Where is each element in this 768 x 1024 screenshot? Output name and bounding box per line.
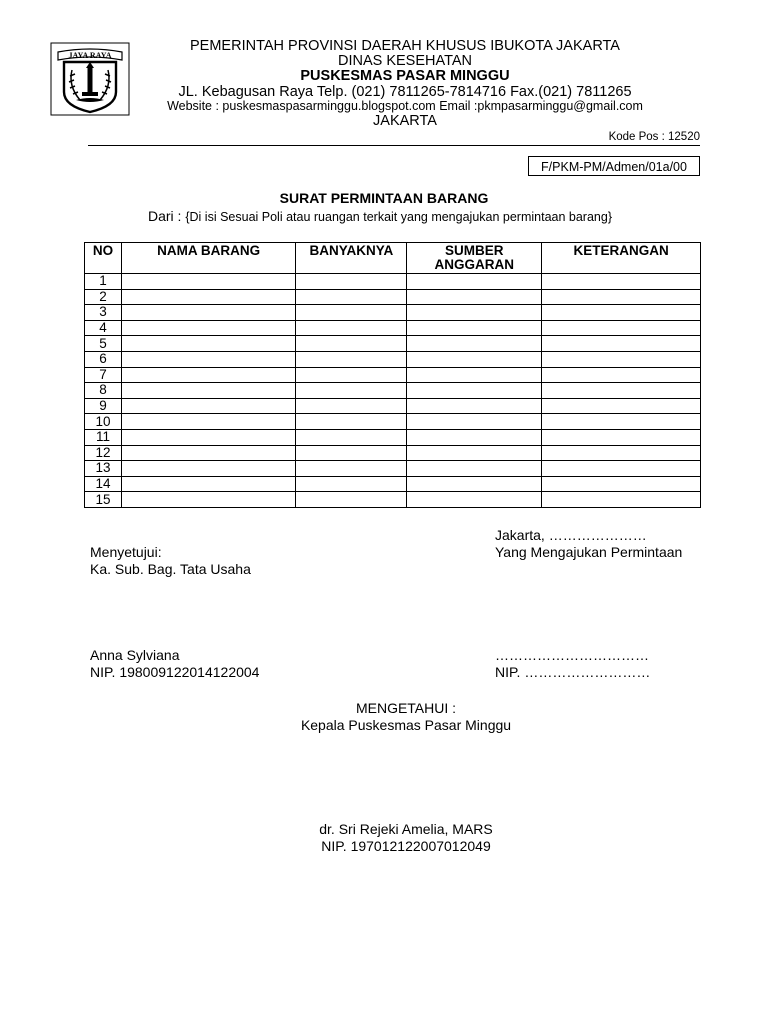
table-cell-empty: [296, 305, 407, 321]
table-cell-empty: [407, 429, 542, 445]
table-row: [85, 274, 701, 290]
table-cell-empty: [407, 351, 542, 367]
table-cell-empty: [296, 289, 407, 305]
column-header-nama-barang: NAMA BARANG: [121, 243, 296, 274]
request-items-table: [84, 242, 701, 508]
table-cell-empty: [296, 351, 407, 367]
table-cell-empty: [296, 274, 407, 290]
table-cell-empty: [542, 476, 701, 492]
table-cell-empty: [542, 336, 701, 352]
document-title: SURAT PERMINTAAN BARANG: [279, 190, 489, 206]
table-cell-empty: [407, 383, 542, 399]
column-header-sumber-anggaran: SUMBER ANGGARAN: [407, 243, 542, 274]
table-cell-empty: [121, 320, 296, 336]
approval-label: Menyetujui:: [90, 544, 162, 560]
table-cell-empty: [121, 367, 296, 383]
table-cell-empty: [407, 274, 542, 290]
row-number: 6: [85, 351, 122, 367]
table-row: [85, 429, 701, 445]
column-header-banyaknya: BANYAKNYA: [296, 243, 407, 274]
table-cell-empty: [121, 274, 296, 290]
table-row: [85, 320, 701, 336]
column-header-no: NO: [85, 243, 122, 274]
table-row: [85, 398, 701, 414]
header-city-line: JAKARTA: [373, 113, 437, 129]
header-department-line: DINAS KESEHATAN: [337, 53, 473, 69]
row-number: 2: [85, 289, 122, 305]
table-body: [85, 274, 701, 508]
table-cell-empty: [542, 414, 701, 430]
row-number: 4: [85, 320, 122, 336]
table-cell-empty: [542, 445, 701, 461]
column-header-keterangan: KETERANGAN: [542, 243, 701, 274]
table-cell-empty: [121, 398, 296, 414]
row-number: 3: [85, 305, 122, 321]
header-divider: [88, 145, 700, 146]
table-row: [85, 351, 701, 367]
table-cell-empty: [407, 445, 542, 461]
row-number: 15: [85, 492, 122, 508]
header-institution-name: PUSKESMAS PASAR MINGGU: [300, 68, 510, 84]
table-cell-empty: [296, 445, 407, 461]
table-cell-empty: [542, 274, 701, 290]
row-number: 8: [85, 383, 122, 399]
table-header-row: [85, 243, 701, 274]
row-number: 1: [85, 274, 122, 290]
table-cell-empty: [407, 320, 542, 336]
table-cell-empty: [121, 351, 296, 367]
row-number: 13: [85, 461, 122, 477]
table-row: [85, 476, 701, 492]
head-of-puskesmas-name: dr. Sri Rejeki Amelia, MARS: [319, 821, 493, 837]
table-row: [85, 367, 701, 383]
table-cell-empty: [407, 336, 542, 352]
table-cell-empty: [407, 398, 542, 414]
table-cell-empty: [121, 445, 296, 461]
table-cell-empty: [296, 476, 407, 492]
table-row: [85, 383, 701, 399]
table-cell-empty: [542, 492, 701, 508]
row-number: 10: [85, 414, 122, 430]
table-cell-empty: [407, 476, 542, 492]
table-row: [85, 336, 701, 352]
form-code-box: F/PKM-PM/Admen/01a/00: [528, 156, 700, 176]
table-cell-empty: [296, 492, 407, 508]
table-cell-empty: [121, 305, 296, 321]
row-number: 14: [85, 476, 122, 492]
approver-name: Anna Sylviana: [90, 647, 180, 663]
date-line: Jakarta, …………………: [495, 527, 647, 543]
table-cell-empty: [296, 367, 407, 383]
table-cell-empty: [407, 414, 542, 430]
table-cell-empty: [296, 336, 407, 352]
table-cell-empty: [296, 414, 407, 430]
table-row: [85, 492, 701, 508]
table-cell-empty: [407, 367, 542, 383]
table-cell-empty: [542, 320, 701, 336]
jakarta-emblem-icon: [50, 42, 130, 116]
postal-code: Kode Pos : 12520: [608, 131, 700, 143]
row-number: 12: [85, 445, 122, 461]
table-cell-empty: [121, 429, 296, 445]
row-number: 7: [85, 367, 122, 383]
table-row: [85, 289, 701, 305]
table-cell-empty: [542, 429, 701, 445]
table-cell-empty: [407, 289, 542, 305]
table-cell-empty: [121, 414, 296, 430]
table-cell-empty: [296, 383, 407, 399]
table-cell-empty: [407, 461, 542, 477]
table-row: [85, 414, 701, 430]
head-of-puskesmas-role: Kepala Puskesmas Pasar Minggu: [300, 717, 512, 733]
table-cell-empty: [542, 398, 701, 414]
requester-role: Yang Mengajukan Permintaan: [495, 544, 683, 560]
table-cell-empty: [542, 351, 701, 367]
table-row: [85, 445, 701, 461]
table-row: [85, 305, 701, 321]
header-address-line: JL. Kebagusan Raya Telp. (021) 7811265-7814716 Fax.(021) 7811265: [178, 84, 632, 100]
table-cell-empty: [407, 492, 542, 508]
table-row: [85, 461, 701, 477]
dari-line: [148, 208, 612, 224]
header-government-line: PEMERINTAH PROVINSI DAERAH KHUSUS IBUKOTA JAKARTA: [190, 38, 620, 54]
table-cell-empty: [542, 367, 701, 383]
table-cell-empty: [542, 383, 701, 399]
table-cell-empty: [542, 289, 701, 305]
table-cell-empty: [296, 398, 407, 414]
table-cell-empty: [121, 461, 296, 477]
table-cell-empty: [296, 461, 407, 477]
approver-nip: NIP. 198009122014122004: [90, 664, 260, 680]
table-cell-empty: [542, 305, 701, 321]
table-cell-empty: [121, 383, 296, 399]
row-number: 11: [85, 429, 122, 445]
row-number: 9: [85, 398, 122, 414]
dari-label: Dari :: [148, 208, 182, 224]
approver-role: Ka. Sub. Bag. Tata Usaha: [90, 561, 251, 577]
table-cell-empty: [121, 336, 296, 352]
head-of-puskesmas-nip: NIP. 197012122007012049: [321, 838, 491, 854]
table-cell-empty: [542, 461, 701, 477]
requester-name-blank: ……………………………: [495, 647, 649, 663]
table-cell-empty: [121, 476, 296, 492]
table-cell-empty: [296, 320, 407, 336]
table-cell-empty: [121, 289, 296, 305]
header-web-email-line: Website : puskesmaspasarminggu.blogspot.com Email :pkmpasarminggu@gmail.com: [167, 99, 643, 113]
table-cell-empty: [407, 305, 542, 321]
row-number: 5: [85, 336, 122, 352]
acknowledged-label: MENGETAHUI :: [355, 700, 457, 716]
table-cell-empty: [121, 492, 296, 508]
requester-nip-blank: NIP. ………………………: [495, 664, 651, 680]
logo-text: JAYA RAYA: [68, 51, 112, 60]
dari-note: {Di isi Sesuai Poli atau ruangan terkait yang mengajukan permintaan barang}: [185, 210, 613, 224]
table-cell-empty: [296, 429, 407, 445]
